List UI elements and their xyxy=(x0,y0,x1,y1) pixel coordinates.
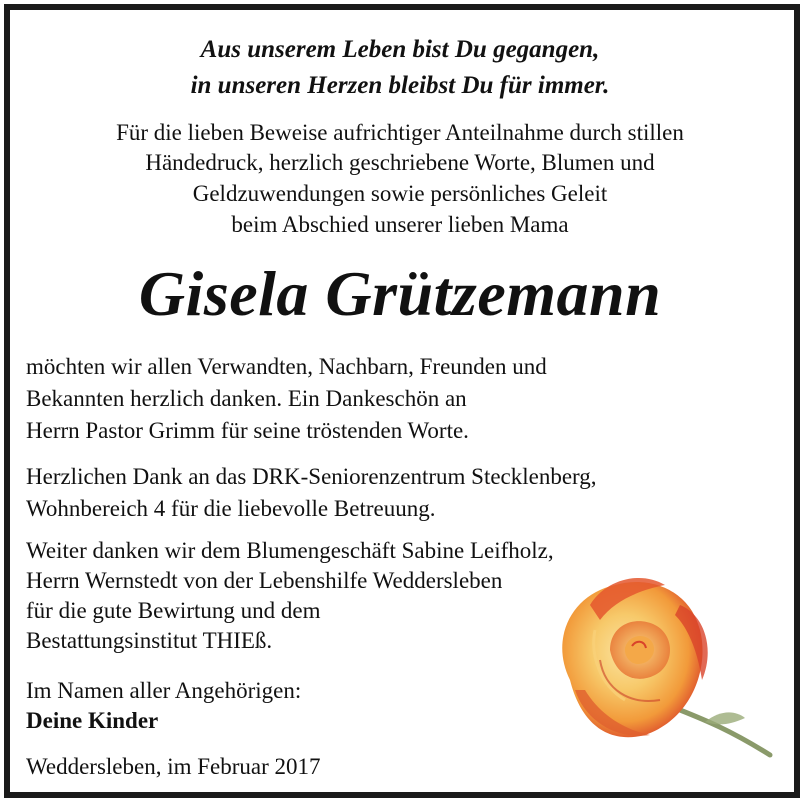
intro-line-1: Für die lieben Beweise aufrichtiger Anteilnahme durch stillen xyxy=(116,120,684,145)
thanks-line-3: Herrn Pastor Grimm für seine tröstenden Worte. xyxy=(26,418,469,443)
signature-name: Deine Kinder xyxy=(26,708,159,733)
intro-line-4: beim Abschied unserer lieben Mama xyxy=(231,212,569,237)
motto-line-1: Aus unserem Leben bist Du gegangen, xyxy=(200,36,600,63)
thanks-line-6: Weiter danken wir dem Blumengeschäft Sabine Leifholz, xyxy=(26,538,554,563)
rose-flower-icon xyxy=(530,560,780,770)
signature-intro: Im Namen aller Angehörigen: xyxy=(26,678,302,703)
thanks-line-7: Herrn Wernstedt von der Lebenshilfe Weddersleben xyxy=(26,568,503,593)
intro-line-3: Geldzuwendungen sowie persönliches Geleit xyxy=(192,181,608,206)
thanks-line-5: Wohnbereich 4 für die liebevolle Betreuung. xyxy=(26,496,436,521)
thanks-line-9: Bestattungsinstitut THIEß. xyxy=(26,628,273,653)
motto-line-2: in unseren Herzen bleibst Du für immer. xyxy=(190,72,610,99)
thanks-line-1: möchten wir allen Verwandten, Nachbarn, Freunden und xyxy=(26,354,547,379)
intro-line-2: Händedruck, herzlich geschriebene Worte, Blumen und xyxy=(145,150,655,175)
deceased-name: Gisela Grützemann xyxy=(138,258,662,329)
thanks-line-8: für die gute Bewirtung und dem xyxy=(26,598,321,623)
thanks-line-4: Herzlichen Dank an das DRK-Seniorenzentrum Stecklenberg, xyxy=(26,464,597,489)
thanks-line-2: Bekannten herzlich danken. Ein Dankeschön an xyxy=(26,386,467,411)
place-and-date: Weddersleben, im Februar 2017 xyxy=(26,754,321,779)
